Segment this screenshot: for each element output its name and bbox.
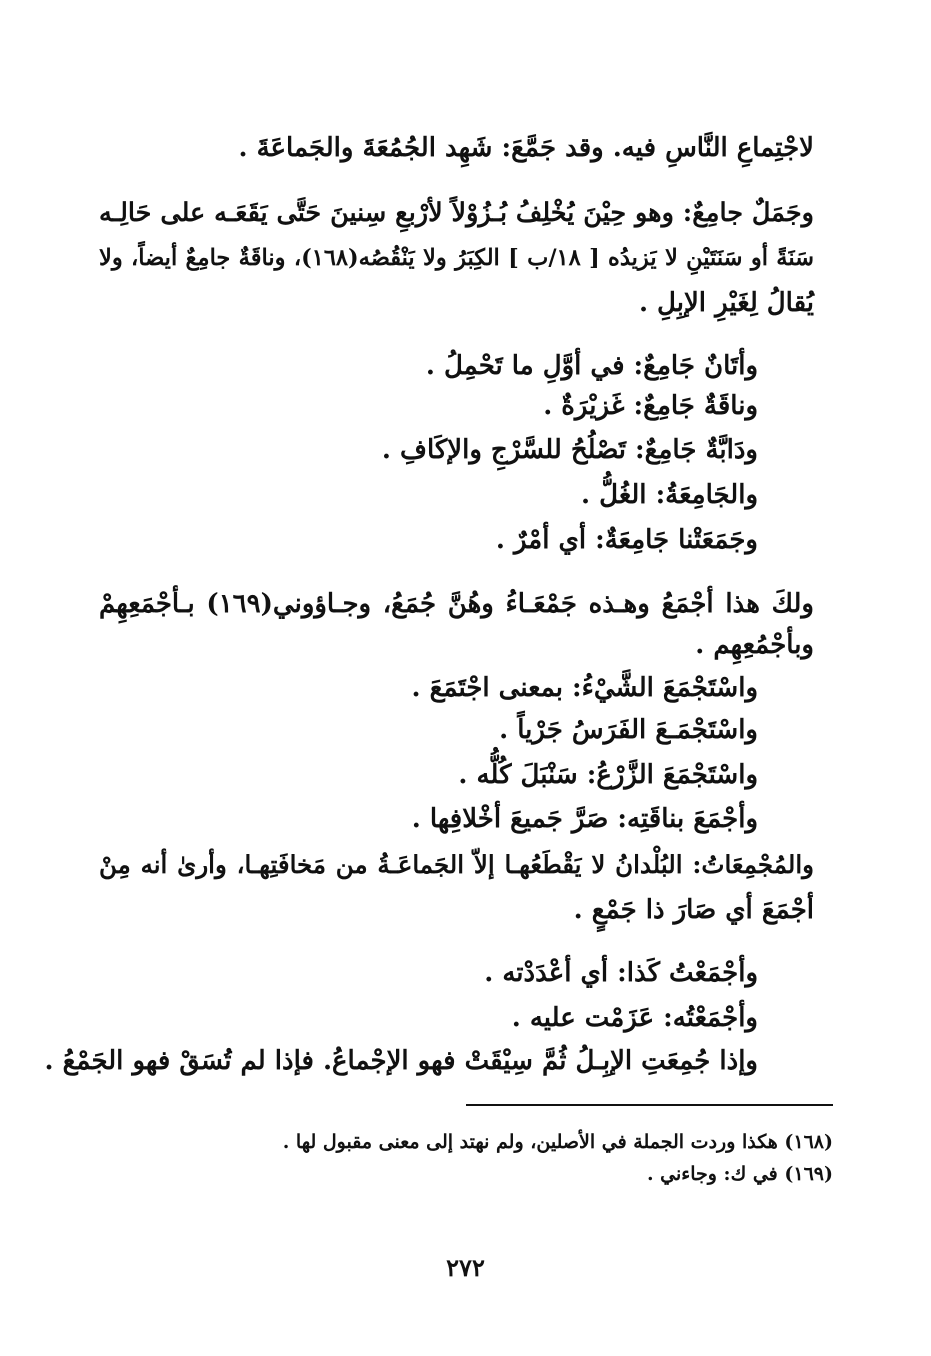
text-line: أجْمَعَ أي صَارَ ذا جَمْعٍ . [573,895,814,925]
text-line: والجَامِعَةُ: الغُلُّ . [581,480,758,510]
text-line: واسْتَجْمَعَ الشَّيْءُ: بمعنى اجْتَمَعَ . [411,673,758,703]
footnote-separator [466,1104,833,1106]
text-line: وأجْمَعَ بناقَتِه: صَرَّ جَميعَ أخْلافِها . [411,804,758,834]
text-line: وأجْمَعْتُه: عَزَمْت عليه . [511,1003,758,1033]
text-line: وجَمَلٌ جامِعٌ: وهو حِيْنَ يُخْلِفُ بُـزُوْلاً لأرْبعِ سِنينَ حَتَّى يَقَعَـه على حَالِـه [99,198,814,228]
text-line: والمُجْمِعَاتُ: البُلْدانُ لا يَقْطَعُهـا إلاّ الجَماعَـةُ من مَخافَتِهـا، وأرىٰ أنه مِنْ [99,850,814,879]
footnote: (١٦٨) هكذا وردت الجملة في الأصلين، ولم نهتد إلى معنى مقبول لها . [282,1131,833,1153]
text-line: وإذا جُمِعَتِ الإبِـلُ ثُمَّ سِيْقَتْ فهو الإجْماعُ. فإذا لم تُسَقْ فهو الجَمْعُ . [44,1046,758,1076]
text-line: لاجْتِماعِ النَّاسِ فيه. وقد جَمَّعَ: شَهِد الجُمُعَةَ والجَماعَةَ . [238,133,814,163]
text-line: ودَابَّةٌ جَامِعٌ: تَصْلُحُ للسَّرْجِ والإكَافِ . [381,435,758,465]
text-line: ولكَ هذا أجْمَعُ وهـذه جَمْعَـاءُ وهُنَّ جُمَعُ، وجـاؤوني(١٦٩) بـأجْمَعِهِمْ [99,589,814,619]
text-line: يُقالُ لِغَيْرِ الإبِلِ . [638,288,814,318]
text-line: وبأجْمُعِهِم . [695,630,814,660]
text-line: وأتَانٌ جَامِعٌ: في أوَّلِ ما تَحْمِلُ . [425,351,758,381]
text-line: وجَمَعَتْنا جَامِعَةٌ: أي أمْرٌ . [495,525,758,555]
text-line: واسْتَجْمَـعَ الفَرَسُ جَرْياً . [499,715,758,745]
text-line: واسْتَجْمَعَ الزَّرْعُ: سَنْبَلَ كُلُّه . [458,760,758,790]
text-line: وناقَةٌ جَامِعٌ: غَزيْرَةٌ . [543,391,758,421]
footnote: (١٦٩) في ك: وجاءني . [646,1163,833,1185]
page-number: ٢٧٢ [446,1253,485,1282]
text-line: سَنَةً أو سَنَتَيْنِ لا يَزيدُه [ ١٨/ب ] الكِبَرُ ولا يَنْقُصُه(١٦٨)، وناقَةٌ جامِعٌ أيضاً، ولا [99,245,814,271]
text-line: وأجْمَعْتُ كَذا: أي أعْدَدْته . [484,958,758,988]
